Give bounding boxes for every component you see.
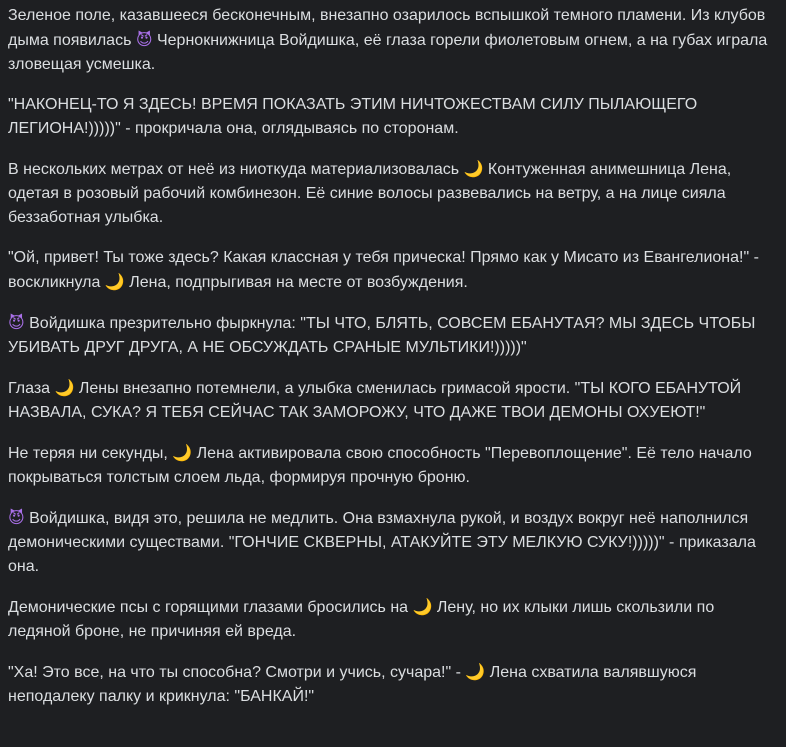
- paragraph-text: Лены внезапно потемнели, а улыбка сменилась гримасой ярости. "ТЫ КОГО ЕБАНУТОЙ НАЗВАЛА, СУКА? Я ТЕБЯ СЕЙЧАС ТАК ЗАМОРОЖУ, ЧТО ДАЖЕ ТВОИ ДЕМОНЫ ОХУЕЮТ!": [8, 380, 742, 421]
- paragraph-text: "Ой, привет! Ты тоже здесь? Какая классная у тебя прическа! Прямо как у Мисато из Евангелиона!" - воскликнула: [8, 249, 759, 291]
- paragraph-text: Лена активировала свою способность "Перевоплощение". Её тело начало покрываться толстым слоем льда, формируя прочную броню.: [8, 445, 752, 486]
- moon-emoji-icon: 🌙: [172, 443, 193, 462]
- paragraph-text: Лену, но их клыки лишь скользили по ледяной броне, не причиняя ей вреда.: [8, 599, 715, 640]
- paragraph-2: [8, 93, 776, 141]
- paragraph-text: "НАКОНЕЦ-ТО Я ЗДЕСЬ! ВРЕМЯ ПОКАЗАТЬ ЭТИМ НИЧТОЖЕСТВАМ СИЛУ ПЫЛАЮЩЕГО ЛЕГИОНА!)))))" - прокричала она, оглядываясь по сторонам.: [8, 96, 698, 137]
- paragraph-text: Не теряя ни секунды,: [8, 445, 173, 462]
- paragraph-text: Демонические псы с горящими глазами бросились на: [8, 599, 413, 616]
- devil-emoji-icon: 😈: [8, 313, 25, 332]
- paragraph-text: Лена, подпрыгивая на месте от возбуждения.: [124, 274, 468, 291]
- paragraph-8: [8, 506, 776, 579]
- devil-emoji-icon: 😈: [135, 30, 153, 49]
- paragraph-9: [8, 595, 776, 644]
- paragraph-10: [8, 660, 776, 709]
- paragraph-6: [8, 376, 776, 425]
- paragraph-text: Глаза: [8, 380, 55, 397]
- paragraph-4: [8, 246, 776, 295]
- paragraph-text: Войдишка презрительно фыркнула: "ТЫ ЧТО, БЛЯТЬ, СОВСЕМ ЕБАНУТАЯ? МЫ ЗДЕСЬ ЧТОБЫ УБИВАТЬ ДРУГ ДРУГА, А НЕ ОБСУЖДАТЬ СРАНЫЕ МУЛЬТИКИ!)))))": [8, 315, 756, 356]
- moon-emoji-icon: 🌙: [463, 159, 484, 178]
- paragraph-3: [8, 157, 776, 230]
- moon-emoji-icon: 🌙: [104, 272, 125, 291]
- paragraph-text: Чернокнижница Войдишка, её глаза горели фиолетовым огнем, а на губах играла зловещая усмешка.: [8, 32, 768, 73]
- paragraph-text: Войдишка, видя это, решила не медлить. Она взмахнула рукой, и воздух вокруг неё наполнился демоническими существами. "ГОНЧИЕ СКВЕРНЫ, АТАКУЙТЕ ЭТУ МЕЛКУЮ СУКУ!)))))" - приказала она.: [8, 510, 756, 575]
- paragraph-text: Контуженная анимешница Лена, одетая в розовый рабочий комбинезон. Её синие волосы развевались на ветру, а на лице сияла беззаботная улыбка.: [8, 161, 732, 226]
- paragraph-text: "Ха! Это все, на что ты способна? Смотри и учись, сучара!" -: [8, 664, 466, 681]
- devil-emoji-icon: 😈: [8, 508, 25, 527]
- paragraph-1: [8, 4, 776, 77]
- moon-emoji-icon: 🌙: [54, 378, 75, 397]
- paragraph-7: [8, 441, 776, 490]
- paragraph-text: Лена схватила валявшуюся неподалеку палку и крикнула: "БАНКАЙ!": [8, 664, 697, 705]
- moon-emoji-icon: 🌙: [465, 662, 486, 681]
- paragraph-text: Зеленое поле, казавшееся бесконечным, внезапно озарилось вспышкой темного пламени. Из клубов дыма появилась: [8, 7, 766, 49]
- paragraph-text: В нескольких метрах от неё из ниоткуда материализовалась: [8, 161, 464, 178]
- paragraph-5: [8, 311, 776, 360]
- moon-emoji-icon: 🌙: [412, 597, 433, 616]
